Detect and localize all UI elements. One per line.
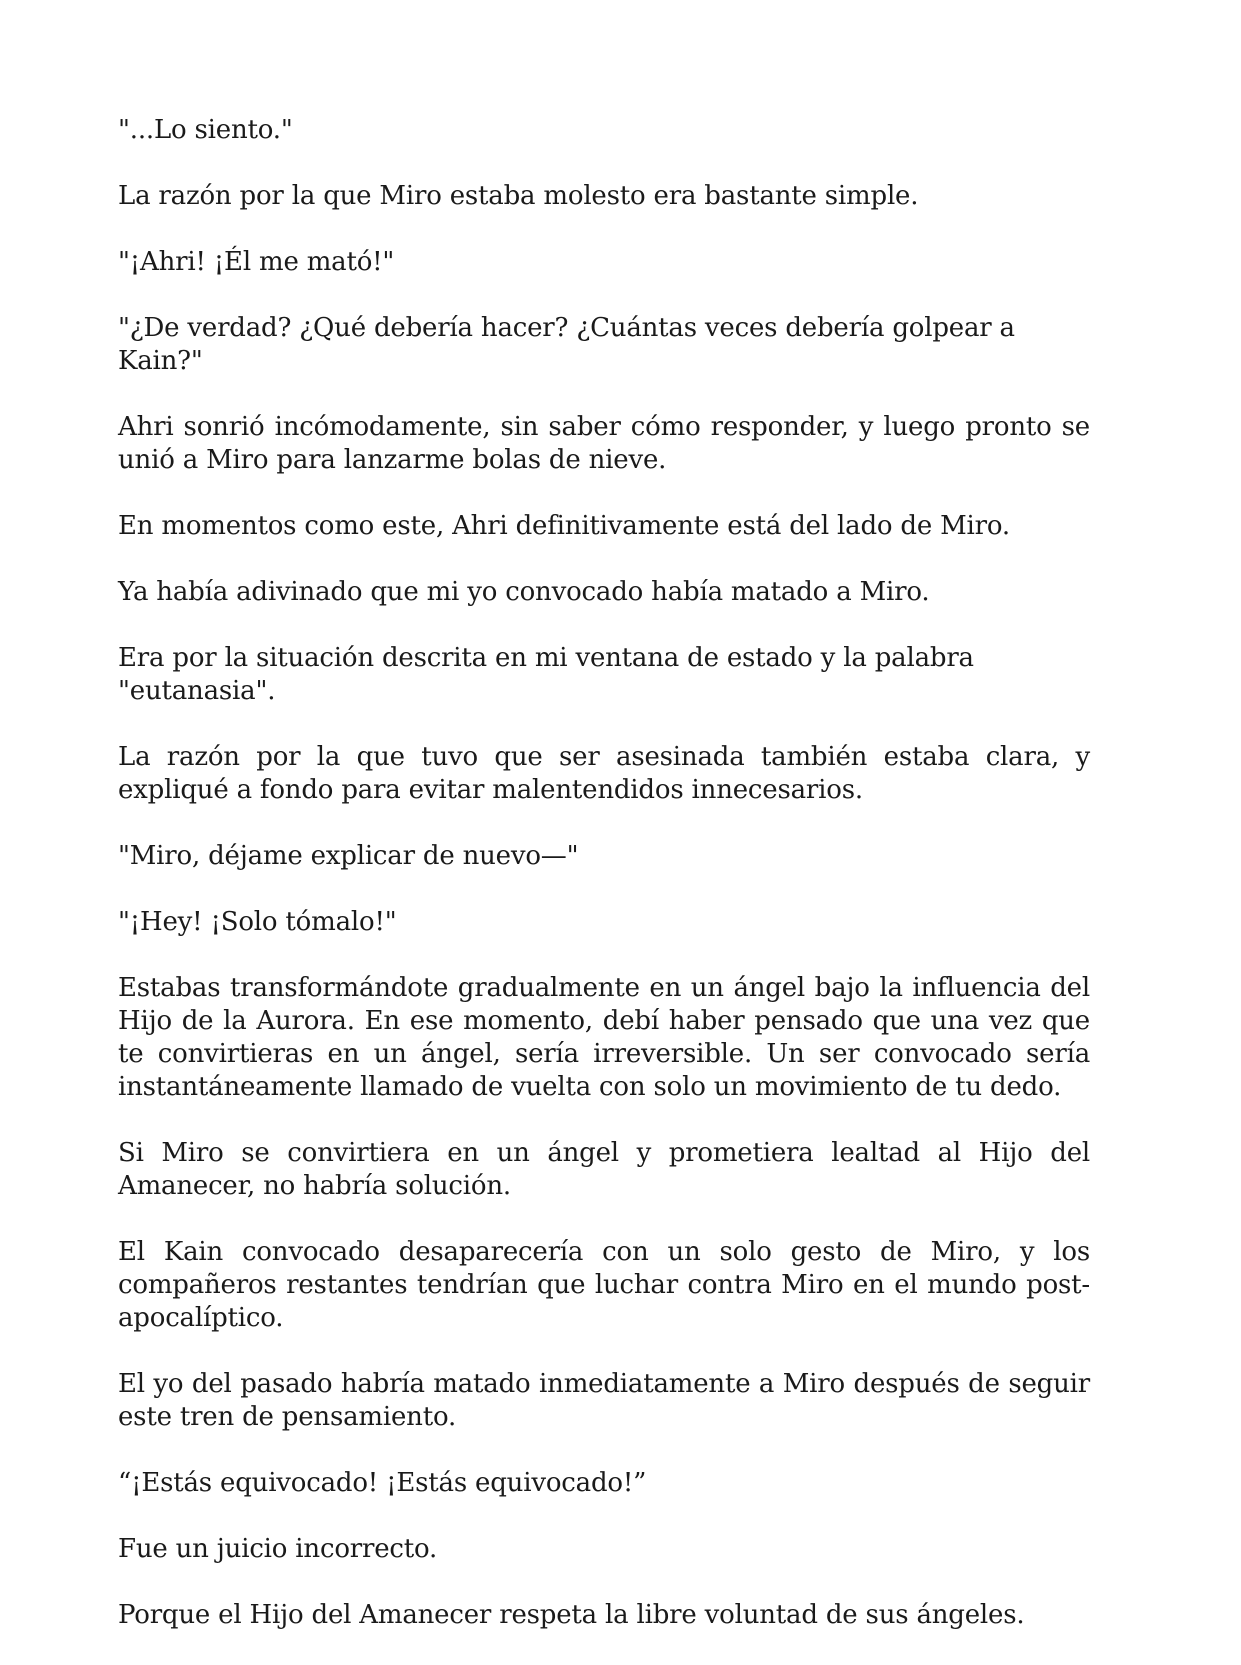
paragraph-15: El yo del pasado habría matado inmediatamente a Miro después de seguir este tren de pensamiento.: [118, 1369, 1090, 1432]
paragraph-9: La razón por la que tuvo que ser asesinada también estaba clara, y expliqué a fondo para evitar malentendidos innecesarios.: [118, 742, 1090, 805]
document-body: [118, 114, 1090, 1665]
paragraph-17: Fue un juicio incorrecto.: [118, 1534, 438, 1564]
paragraph-5: Ahri sonrió incómodamente, sin saber cómo responder, y luego pronto se unió a Miro para lanzarme bolas de nieve.: [118, 412, 1090, 475]
paragraph-11: "¡Hey! ¡Solo tómalo!": [118, 907, 397, 937]
paragraph-10: "Miro, déjame explicar de nuevo—": [118, 841, 579, 871]
paragraph-6: En momentos como este, Ahri definitivamente está del lado de Miro.: [118, 511, 1010, 541]
paragraph-7: Ya había adivinado que mi yo convocado había matado a Miro.: [118, 577, 930, 607]
paragraph-12: Estabas transformándote gradualmente en un ángel bajo la influencia del Hijo de la Aurora. En ese momento, debí haber pensado que una vez que te convirtieras en un ángel, sería irreversible. Un ser convocado sería instantáneamente llamado de vuelta con solo un movimiento de tu dedo.: [118, 973, 1090, 1102]
paragraph-13: Si Miro se convirtiera en un ángel y prometiera lealtad al Hijo del Amanecer, no habría solución.: [118, 1138, 1090, 1201]
paragraph-8: Era por la situación descrita en mi ventana de estado y la palabra "eutanasia".: [118, 643, 974, 706]
paragraph-1: "...Lo siento.": [118, 115, 293, 145]
paragraph-18: Porque el Hijo del Amanecer respeta la libre voluntad de sus ángeles.: [118, 1600, 1025, 1630]
paragraph-14: El Kain convocado desaparecería con un solo gesto de Miro, y los compañeros restantes tendrían que luchar contra Miro en el mundo post-apocalíptico.: [118, 1237, 1090, 1333]
paragraph-4: "¿De verdad? ¿Qué debería hacer? ¿Cuántas veces debería golpear a Kain?": [118, 313, 1015, 376]
paragraph-16: “¡Estás equivocado! ¡Estás equivocado!”: [118, 1468, 647, 1498]
paragraph-3: "¡Ahri! ¡Él me mató!": [118, 247, 395, 277]
paragraph-2: La razón por la que Miro estaba molesto era bastante simple.: [118, 181, 919, 211]
